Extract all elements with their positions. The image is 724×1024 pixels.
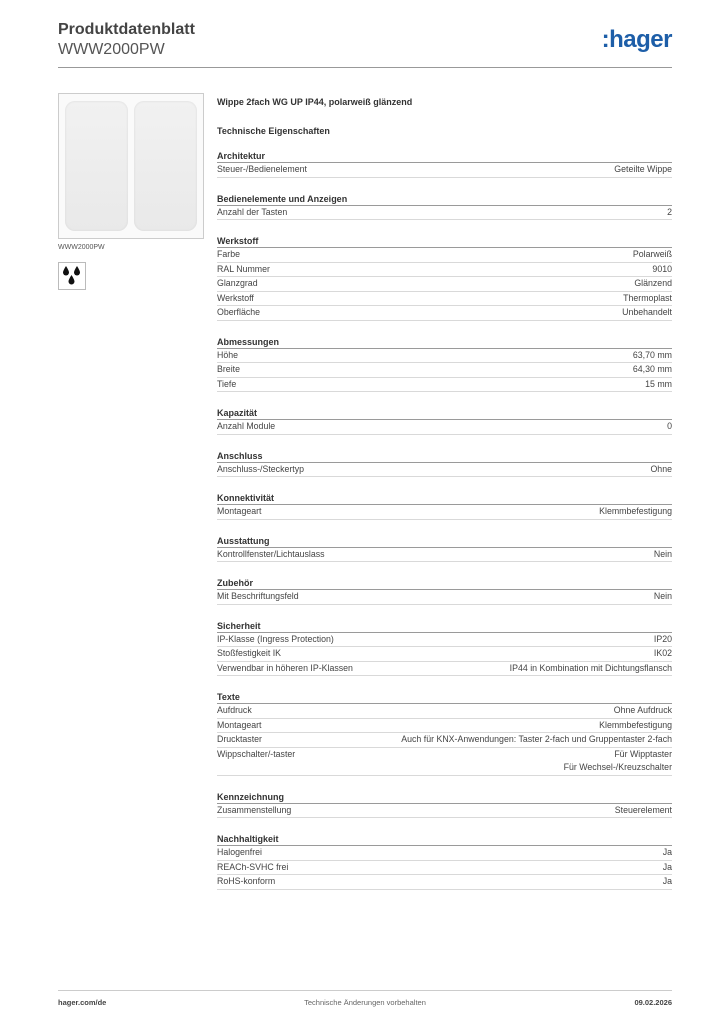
logo-text: hager	[609, 26, 672, 53]
footer-date: 09.02.2026	[634, 998, 672, 1007]
spec-value: Ja	[662, 861, 672, 872]
logo-prefix: :	[601, 26, 610, 53]
spec-row	[217, 463, 672, 478]
document-title: Produktdatenblatt	[58, 21, 195, 38]
spec-label: Steuer-/Bedienelement	[217, 164, 307, 174]
spec-value: Klemmbefestigung	[599, 506, 672, 516]
spec-value: 63,70 mm	[632, 349, 672, 360]
spec-row	[217, 733, 672, 748]
spec-row	[217, 861, 672, 876]
spec-group	[217, 833, 672, 890]
spec-label: Montageart	[217, 719, 262, 730]
spec-row	[217, 163, 672, 178]
spec-row	[217, 804, 672, 819]
spec-label: Aufdruck	[217, 705, 252, 715]
spec-group	[217, 407, 672, 435]
spec-value: IK02	[653, 648, 672, 658]
spec-row	[217, 704, 672, 719]
rocker-left	[65, 101, 128, 231]
spec-group-title: Sicherheit	[217, 620, 672, 633]
spec-row	[217, 378, 672, 393]
spec-row	[217, 349, 672, 364]
spec-group-title: Kapazität	[217, 407, 672, 420]
spec-group	[217, 620, 672, 677]
hager-logo	[602, 26, 672, 54]
tech-heading: Technische Eigenschaften	[217, 126, 330, 136]
spec-value: Nein	[653, 591, 672, 601]
spec-label: Farbe	[217, 249, 240, 259]
header-divider	[58, 67, 672, 68]
spec-value: 15 mm	[645, 378, 672, 389]
spec-label: Anschluss-/Steckertyp	[217, 463, 305, 474]
spec-label: REACh-SVHC frei	[217, 861, 289, 872]
document-header	[58, 20, 195, 60]
spec-label: Oberfläche	[217, 307, 261, 317]
spec-group	[217, 791, 672, 819]
spec-row	[217, 846, 672, 861]
spec-row	[217, 263, 672, 278]
spec-group	[217, 235, 672, 321]
article-number: WWW2000PW	[58, 41, 165, 58]
spec-row	[217, 292, 672, 307]
spec-group	[217, 450, 672, 478]
spec-group	[217, 577, 672, 605]
spec-value: Klemmbefestigung	[599, 719, 672, 730]
spec-group	[217, 336, 672, 393]
spec-row	[217, 748, 672, 776]
spec-row	[217, 248, 672, 263]
spec-row	[217, 306, 672, 321]
spec-value: Nein	[653, 548, 672, 559]
spec-value: Ja	[662, 847, 672, 857]
spec-label: Verwendbar in höheren IP-Klassen	[217, 662, 353, 673]
spec-row	[217, 505, 672, 520]
spec-label: Zusammenstellung	[217, 804, 292, 815]
spec-label: Höhe	[217, 349, 239, 360]
spec-label: RoHS-konform	[217, 876, 276, 886]
spec-group-title: Architektur	[217, 150, 672, 163]
spec-label: Halogenfrei	[217, 847, 262, 857]
spec-group-title: Kennzeichnung	[217, 791, 672, 804]
spec-value: IP20	[653, 633, 672, 644]
spec-group-title: Anschluss	[217, 450, 672, 463]
spec-group	[217, 535, 672, 563]
footer-website[interactable]: hager.com/de	[58, 998, 107, 1007]
spec-group	[217, 150, 672, 178]
spec-label: Breite	[217, 364, 240, 374]
rocker-right	[134, 101, 197, 231]
spec-group-title: Texte	[217, 691, 672, 704]
spec-group-title: Nachhaltigkeit	[217, 833, 672, 846]
spec-value: 0	[667, 421, 672, 431]
product-name: Wippe 2fach WG UP IP44, polarweiß glänzend	[217, 97, 413, 107]
spec-label: Mit Beschriftungsfeld	[217, 591, 299, 601]
footer-notice: Technische Änderungen vorbehalten	[304, 998, 426, 1007]
spec-row	[217, 548, 672, 563]
spec-content	[217, 96, 672, 890]
spec-label: IP-Klasse (Ingress Protection)	[217, 633, 334, 644]
spec-group	[217, 193, 672, 221]
spec-value: Ohne	[650, 463, 672, 474]
spec-value: Ja	[662, 876, 672, 886]
spec-value: Geteilte Wippe	[614, 164, 672, 174]
product-image	[58, 93, 204, 239]
spec-label: Montageart	[217, 506, 262, 516]
spec-value: Steuerelement	[614, 804, 672, 815]
spec-label: Anzahl Module	[217, 421, 276, 431]
spec-value: Glänzend	[634, 278, 672, 288]
footer-divider	[58, 990, 672, 991]
spec-value: Für Wipptaster Für Wechsel-/Kreuzschalter	[563, 748, 672, 772]
spec-group-title: Werkstoff	[217, 235, 672, 248]
spec-value: Thermoplast	[623, 292, 672, 303]
spec-value: 2	[667, 206, 672, 217]
spec-label: Drucktaster	[217, 734, 262, 744]
spec-value: 9010	[652, 263, 672, 274]
spec-label: Tiefe	[217, 378, 237, 389]
spec-label: Wippschalter/-taster	[217, 748, 296, 759]
spec-row	[217, 633, 672, 648]
spec-label: Glanzgrad	[217, 278, 258, 288]
spec-row	[217, 206, 672, 221]
spec-group	[217, 492, 672, 520]
spec-label: Stoßfestigkeit IK	[217, 648, 282, 658]
spec-group-title: Zubehör	[217, 577, 672, 590]
spec-value: Ohne Aufdruck	[613, 705, 672, 715]
spec-group-title: Abmessungen	[217, 336, 672, 349]
water-drops-icon	[58, 262, 86, 290]
spec-label: RAL Nummer	[217, 263, 270, 274]
spec-row	[217, 719, 672, 734]
spec-value: Auch für KNX-Anwendungen: Taster 2-fach und Gruppentaster 2-fach	[401, 734, 672, 744]
spec-group-title: Bedienelemente und Anzeigen	[217, 193, 672, 206]
spec-groups	[217, 150, 672, 890]
spec-group-title: Konnektivität	[217, 492, 672, 505]
spec-row	[217, 420, 672, 435]
spec-row	[217, 647, 672, 662]
spec-value: 64,30 mm	[632, 364, 672, 374]
spec-label: Kontrollfenster/Lichtauslass	[217, 548, 325, 559]
spec-label: Werkstoff	[217, 292, 254, 303]
spec-row	[217, 363, 672, 378]
spec-row	[217, 662, 672, 677]
spec-group-title: Ausstattung	[217, 535, 672, 548]
spec-label: Anzahl der Tasten	[217, 206, 288, 217]
spec-value: Unbehandelt	[622, 307, 672, 317]
spec-row	[217, 875, 672, 890]
spec-value: IP44 in Kombination mit Dichtungsflansch	[509, 662, 672, 673]
spec-group	[217, 691, 672, 776]
spec-value: Polarweiß	[632, 249, 672, 259]
product-image-caption: WWW2000PW	[58, 244, 105, 251]
spec-row	[217, 590, 672, 605]
spec-row	[217, 277, 672, 292]
